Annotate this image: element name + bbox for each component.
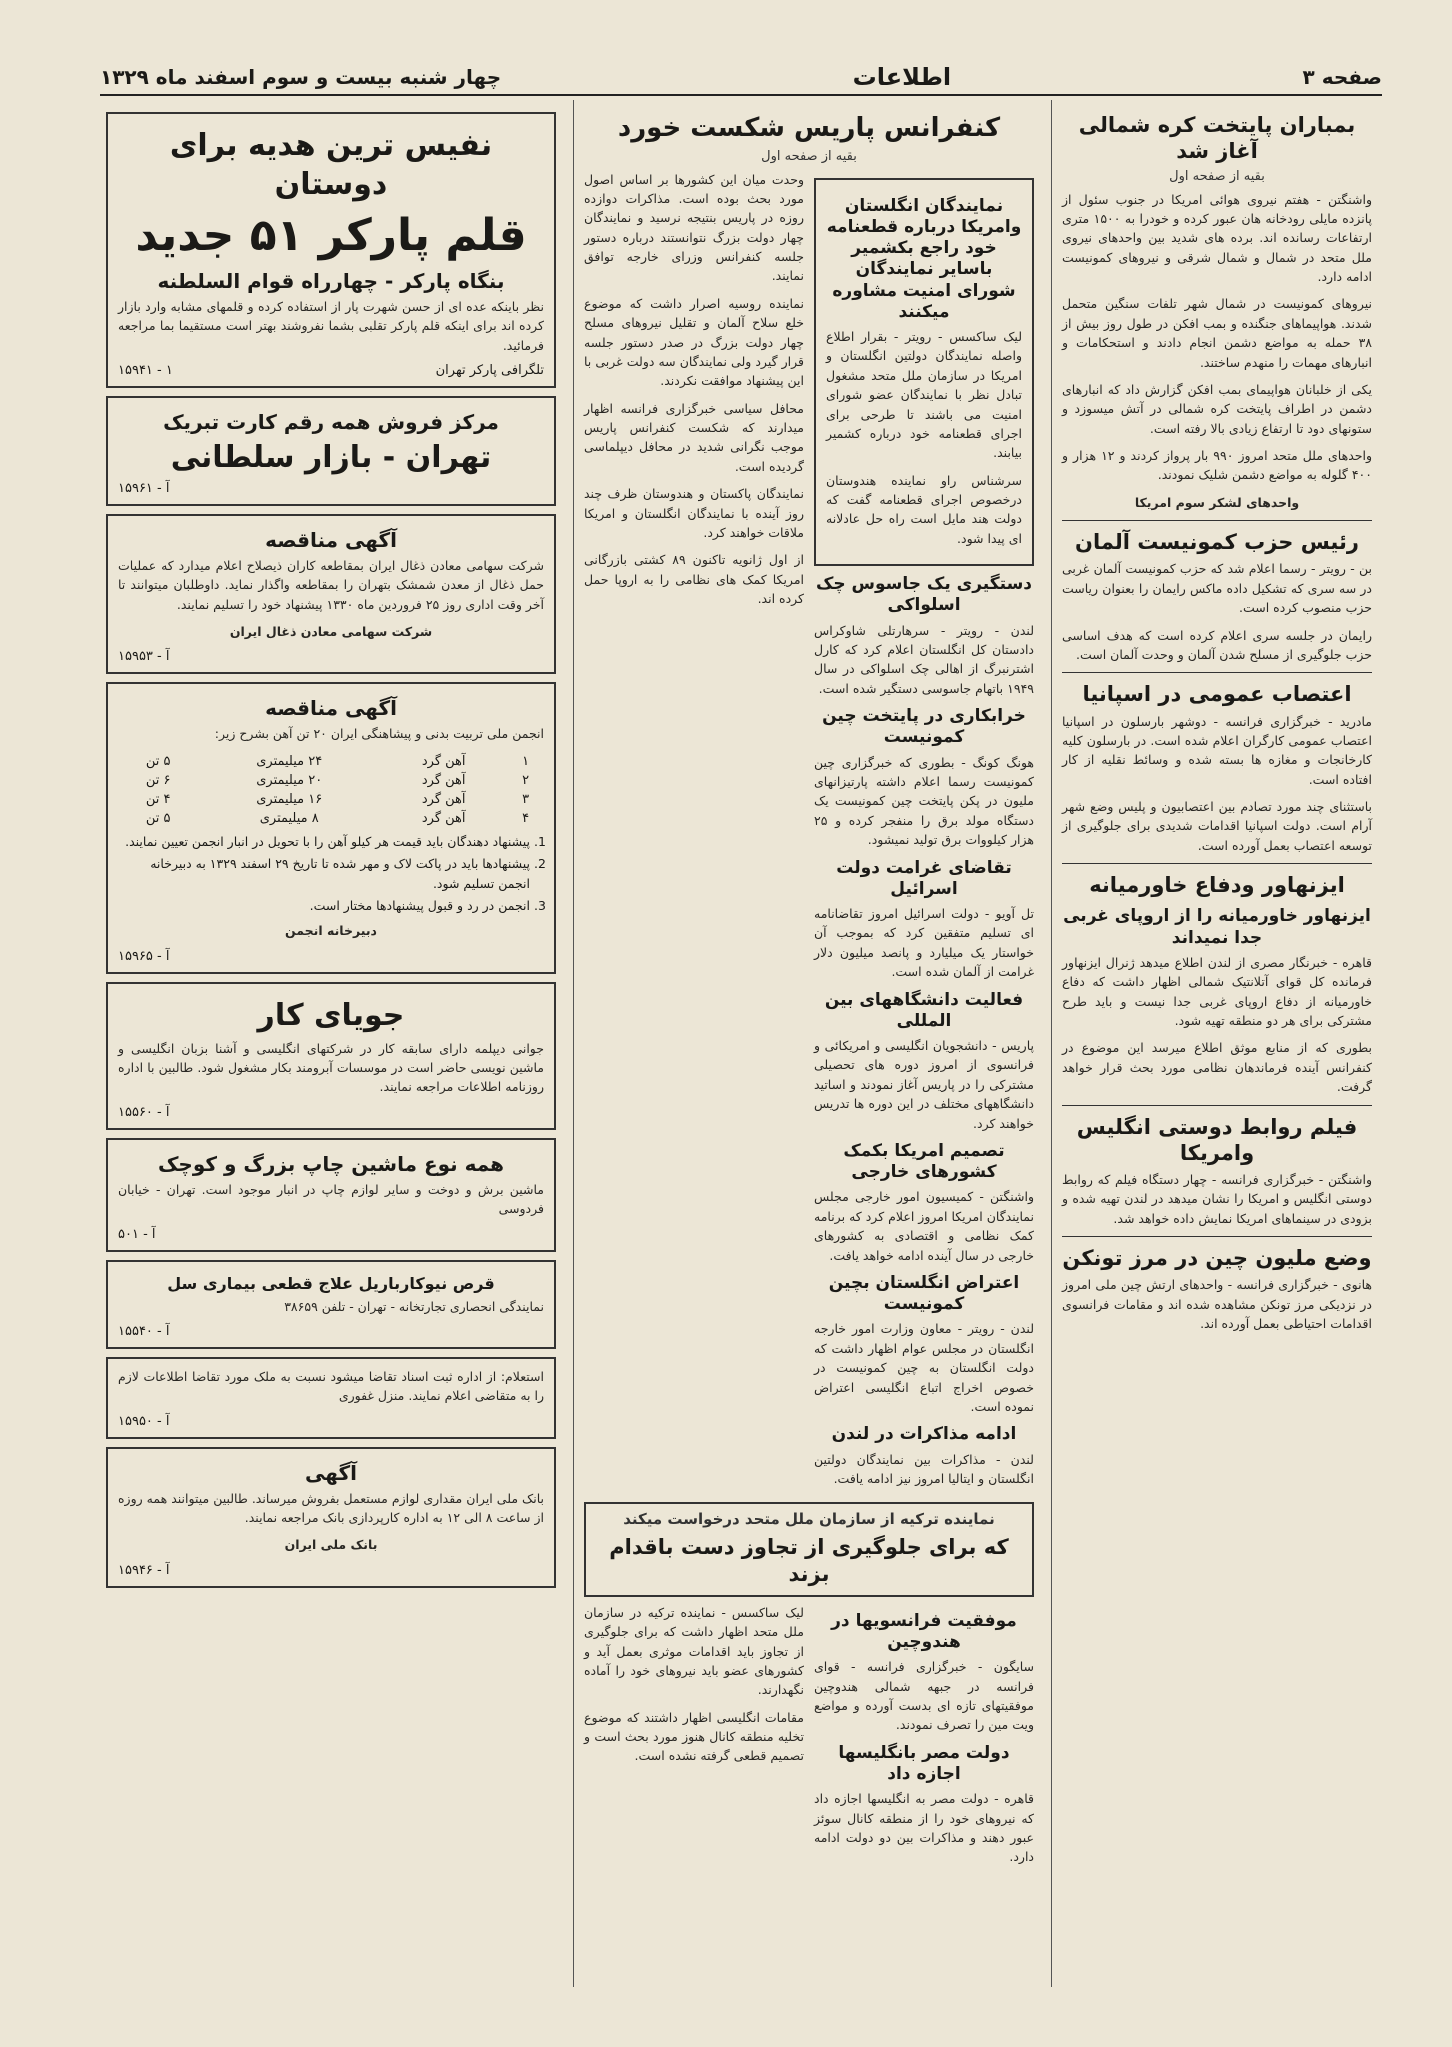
ad-tender-title: آگهی مناقصه — [265, 527, 397, 552]
table-cell: آهن گرد — [421, 791, 466, 807]
table-row — [118, 752, 544, 771]
table-cell: ۲۴ میلیمتری — [256, 753, 323, 769]
headline-korea-bombing: بمباران پایتخت کره شمالی آغاز شد — [1078, 113, 1356, 164]
divider — [1062, 672, 1372, 673]
article-text: هونگ کونگ - بطوری که خبرگزاری چین کمونیست رسما اعلام داشته پارتیزانهای ملیون در پکن پایتخت چین کمونیست یک دستگاه مولد برق را منفجر کرده و ۲۵ هزار کیلووات برق تولید نمیشود. — [814, 754, 1034, 848]
table-row — [118, 771, 544, 790]
article-text: نیروهای کمونیست در شمال شهر تلفات سنگین متحمل شدند. هواپیماهای جنگنده و بمب افکن در طول روز بیش از ۳۸ حمله به مواضع دشمن انجام دادند و استحکامات و انبارهای مهمات را منهدم ساختند. — [1062, 296, 1372, 370]
ad-ref — [118, 949, 544, 964]
ad-job-title: جویای کار — [257, 997, 405, 1033]
ad-ref-code: آ - ۱۵۹۶۵ — [118, 948, 170, 964]
ad-inquiry-text: استعلام: از اداره ثبت اسناد تقاضا میشود نسبت به ملک مورد تقاضا اطلاعات لازم را به متقاضی اعلام نمایند. منزل غفوری — [118, 1368, 544, 1404]
ad-ref — [118, 1324, 544, 1339]
article-text: لندن - رویتر - سرهارتلی شاوکراس دادستان کل انگلستان اعلام کرد که کارل اشترنبرگ از اهالی چک اسلواکی در سال ۱۹۴۹ باتهام جاسوسی دستگیر شده است. — [814, 622, 1034, 696]
table-cell: آهن گرد — [421, 772, 466, 788]
article-text: سرشناس راو نماینده هندوستان درخصوص اجرای قطعنامه گفت که دولت هند مایل است راه حل عادلانه ای پیدا شود. — [826, 472, 1022, 546]
job-seeker-ad — [106, 982, 556, 1130]
center-lower-left — [584, 1603, 804, 1875]
article-text: لندن - رویتر - معاون وزارت امور خارجه انگلستان در مجلس عوام اظهار داشت که دولت انگلستان به چین کمونیست در خصوص اخراج اتباع انگلیسی اعتراض نموده است. — [814, 1321, 1034, 1414]
banner-subtitle: نماینده ترکیه از سازمان ملل متحد درخواست میکند — [623, 1510, 995, 1529]
right-column — [1051, 100, 1382, 1987]
inquiry-ad — [106, 1357, 556, 1439]
ad-print-text: ماشین برش و دوخت و سایر لوازم چاپ در انبار موجود است. تهران - خیابان فردوسی — [118, 1181, 544, 1217]
table-cell: ۲۰ میلیمتری — [256, 772, 323, 788]
headline-china-sabotage: خرابکاری در پایتخت چین کمونیست — [822, 706, 1026, 748]
list-item: 3. انجمن در رد و قبول پیشنهادها مختار است. — [118, 896, 530, 915]
iron-tender-ad — [106, 682, 556, 973]
article-text: واشنگتن - هفتم نیروی هوائی امریکا در جنوب سئول از پانزده مایلی رودخانه هان عبور کرده و خودرا به ۱۵۰۰ متری ارتفاعات رسانده اند. برده های شدید بین واحدهای نیروی ملل متحد در شمال و شمال شرقی و نیروهای کمونیست ادامه دارد. — [1062, 191, 1372, 284]
article-text: مقامات انگلیسی اظهار داشتند که موضوع تخلیه منطقه کانال هنوز مورد بحث است و تصمیم قطعی گرفته نشده است. — [584, 1709, 804, 1764]
article-text: نمایندگان پاکستان و هندوستان ظرف چند روز آینده با نمایندگان انگلستان و امریکا ملاقات خواهند کرد. — [584, 486, 804, 540]
ad-ref-code: آ - ۱۵۹۵۰ — [118, 1413, 170, 1429]
ad-ref — [118, 1414, 544, 1429]
continued-note: بقیه از صفحه اول — [1169, 168, 1265, 184]
masthead — [100, 60, 1382, 96]
article-text: مادرید - خبرگزاری فرانسه - دوشهر بارسلون در اسپانیا اعتصاب عمومی کارگران اعلام شده است. در بارسلون کلیه کارخانجات و مغازه ها بسته شده و وسائط نقلیه از کار افتاده است. — [1062, 713, 1372, 787]
ad-ref — [118, 363, 544, 378]
headline-egypt: دولت مصر بانگلیسها اجازه داد — [838, 1742, 1010, 1784]
ad-ref-code: آ - ۱۵۵۴۰ — [118, 1323, 170, 1339]
headline-london-talks: ادامه مذاکرات در لندن — [831, 1424, 1017, 1445]
ad-ref-tel: تلگرافی پارکر تهران — [435, 362, 544, 378]
article-text: بطوری که از منابع موثق اطلاع میرسد این موضوع در کنفرانس آینده فرماندهان نظامی مورد بحث قرار خواهد گرفت. — [1062, 1040, 1372, 1095]
article-text: واشنگتن - خبرگزاری فرانسه - چهار دستگاه فیلم که روابط دوستی انگلیس و امریکا را نشان میدهد در لندن تهیه شده و بزودی در سینماهای امریکا نمایش داده خواهد شد. — [1062, 1172, 1372, 1226]
divider — [1062, 863, 1372, 864]
table-cell: ۵ تن — [145, 753, 171, 769]
coal-tender-ad — [106, 514, 556, 675]
article-text: از اول ژانویه تاکنون ۸۹ کشتی بازرگانی امریکا کمک های نظامی را به اروپا حمل کرده اند. — [584, 552, 804, 606]
ad-ref — [118, 1105, 544, 1120]
ad-med-text: نمایندگی انحصاری تجارتخانه - تهران - تلفن ۳۸۶۵۹ — [284, 1298, 544, 1314]
headline-us-aid: تصمیم امریکا بکمک کشورهای خارجی — [843, 1140, 1005, 1183]
kashmir-box — [814, 178, 1034, 567]
article-text: لیک ساکسس - نماینده ترکیه در سازمان ملل متحد اظهار داشت که برای جلوگیری از تجاوز باید اقدامات موثری بعمل آید و کشورهای عضو باید نیروهای خود را آماده نگهدارند. — [584, 1604, 804, 1698]
medicine-ad — [106, 1260, 556, 1349]
headline-kashmir: نمایندگان انگلستان وامریکا درباره قطعنامه خود راجع بکشمیر باسایر نمایندگان شورای امنیت مشاوره میکنند — [826, 195, 1022, 322]
ad-card-line1: مرکز فروش همه رقم کارت تبریک — [163, 409, 499, 434]
left-column-ads — [96, 100, 566, 1987]
article-text: واحدهای ملل متحد امروز ۹۹۰ بار پرواز کردند و ۱۲ هزار و ۴۰۰ گلوله به مواضع دشمن شلیک نمودند. — [1062, 448, 1372, 483]
table-row — [118, 809, 544, 828]
article-text: تل آویو - دولت اسرائیل امروز تقاضانامه ای تسلیم متفقین کرد که بموجب آن خواستار یک میلیارد و پانصد میلیون دلار غرامت از آلمان شده است. — [814, 906, 1034, 980]
ad-bank-text: بانک ملی ایران مقداری لوازم مستعمل بفروش میرساند. طالبین میتوانند همه روزه از ساعت ۸ الی ۱۲ به اداره کارپردازی بانک مراجعه نمایند. — [118, 1490, 544, 1526]
article-text: محافل سیاسی خبرگزاری فرانسه اظهار میدارند که شکست کنفرانس پاریس موجب نگرانی شدید در محافل دیپلماسی گردیده است. — [584, 400, 804, 474]
center-sub-left — [584, 170, 804, 1497]
ad-parker-line3: بنگاه پارکر - چهارراه قوام السلطنه — [157, 268, 505, 293]
center-sub-right — [814, 170, 1034, 1497]
headline-czech-spy: دستگیری یک جاسوس چک اسلواکی — [815, 574, 1033, 616]
article-text: سایگون - خبرگزاری فرانسه - قوای فرانسه در جبهه شمالی هندوچین موفقیتهای تازه ای بدست آورده و مواضع ویت مین را تصرف نمودند. — [814, 1659, 1034, 1733]
article-text: هانوی - خبرگزاری فرانسه - واحدهای ارتش چین ملی امروز در نزدیکی مرز تونکن مشاهده شده اند و مقامات فرانسوی اقدامات احتیاطی بعمل آورده اند. — [1062, 1277, 1372, 1332]
ad-iron-title: آگهی مناقصه — [265, 696, 397, 721]
table-cell: ۳ — [522, 791, 530, 807]
page-number: صفحه ۳ — [1302, 65, 1382, 89]
ad-ref — [118, 1227, 544, 1242]
issue-date: چهار شنبه بیست و سوم اسفند ماه ۱۳۲۹ — [100, 65, 502, 89]
ad-parker-line2: قلم پارکر ۵۱ جدید — [135, 210, 527, 261]
article-text: واشنگتن - کمیسیون امور خارجی مجلس نمایندگان امریکا امروز اعلام کرد که برنامه کمک نظامی و اقتصادی به کشورهای خارجی در سال آینده ادامه خواهد یافت. — [814, 1189, 1034, 1263]
continued-note: بقیه از صفحه اول — [761, 148, 857, 164]
table-row — [118, 790, 544, 809]
iron-table — [118, 752, 544, 828]
article-text: قاهره - خبرنگار مصری از لندن اطلاع میدهد ژنرال ایزنهاور فرمانده کل قوای آتلانتیک شمالی اظهار داشت که دفاع خاورمیانه از دفاع اروپای غربی جدا نیست و باید طرح مشترکی برای هر دو منطقه تهیه شود. — [1062, 954, 1372, 1028]
list-item: 1. پیشنهاد دهندگان باید قیمت هر کیلو آهن را با تحویل در انبار انجمن تعیین نمایند. — [118, 832, 530, 851]
table-cell: ۴ تن — [145, 791, 171, 807]
table-cell: ۲ — [522, 772, 530, 788]
parker-pen-ad — [106, 112, 556, 388]
ad-iron-intro: انجمن ملی تربیت بدنی و پیشاهنگی ایران ۲۰ تن آهن بشرح زیر: — [214, 726, 544, 742]
banner-title: که برای جلوگیری از تجاوز دست باقدام بزند — [609, 1535, 1009, 1586]
article-text: وحدت میان این کشورها بر اساس اصول مورد بحث بوده است. مذاکرات دوازده روزه در پاریس بنتیجه نرسید و نمایندگان چهار دولت بزرگ نتوانستند درباره دستور جلسه کنفرانس وزرای خارجه توافق نمایند. — [584, 171, 804, 284]
headline-german-communist: رئیس حزب کمونیست آلمان — [1075, 530, 1359, 555]
center-lower-right — [814, 1603, 1034, 1875]
turkey-banner — [584, 1502, 1034, 1597]
article-footer: واحدهای لشکر سوم امریکا — [1134, 494, 1300, 510]
ad-bank-title: آگهی — [305, 1460, 357, 1485]
ad-tender-sign: شرکت سهامی معادن ذغال ایران — [229, 624, 433, 640]
divider — [1062, 1236, 1372, 1237]
headline-uk-protest: اعتراض انگلستان بچین کمونیست — [828, 1272, 1020, 1315]
bank-ad — [106, 1447, 556, 1588]
ad-parker-line1: نفیس ترین هدیه برای دوستان — [169, 128, 493, 202]
ad-ref-code: ۱۵۹۴۱ - ۱ — [118, 362, 173, 378]
headline-indochina: موفقیت فرانسویها در هندوچین — [831, 1610, 1017, 1652]
article-text: بن - رویتر - رسما اعلام شد که حزب کمونیست آلمان غربی در سه سری که تشکیل داده ماکس رایمان را بعنوان ریاست حزب منصوب کرده است. — [1062, 561, 1372, 616]
divider — [1062, 520, 1372, 521]
article-text: قاهره - دولت مصر به انگلیسها اجازه داد که نیروهای خود را از منطقه کانال سوئز عبور دهند و مذاکرات بین دو دولت ادامه دارد. — [814, 1791, 1034, 1865]
ad-ref-code: آ - ۱۵۵۶۰ — [118, 1104, 170, 1120]
ad-tender-text: شرکت سهامی معادن ذغال ایران بمقاطعه کاران ذیصلاح اعلام میدارد که عملیات حمل ذغال از معدن شمشک بتهران را بمقاطعه واگذار نماید. داوطلبان میتوانند تا آخر وقت اداری روز ۲۵ فروردین ماه ۱۳۳۰ پیشنهاد خود را تسلیم نمایند. — [118, 557, 544, 612]
table-cell: ۱ — [522, 753, 530, 769]
ad-ref-code: آ - ۵۰۱ — [118, 1226, 156, 1242]
printing-machines-ad — [106, 1138, 556, 1252]
divider — [1062, 1105, 1372, 1106]
iron-conditions — [118, 832, 544, 916]
ad-ref — [118, 1563, 544, 1578]
headline-spain-strike: اعتصاب عمومی در اسپانیا — [1082, 682, 1352, 707]
article-text: لیک ساکسس - رویتر - بقرار اطلاع واصله نمایندگان دولتین انگلستان و امریکا در سازمان ملل متحد مشغول تبادل نظر با نمایندگان عضو شورای امنیت می باشند تا طرحی برای اجرای قطعنامه خود درباره کشمیر بیابند. — [826, 329, 1022, 461]
ad-print-title: همه نوع ماشین چاپ بزرگ و کوچک — [157, 1151, 505, 1176]
table-cell: ۴ — [522, 810, 530, 826]
ad-ref-code: آ - ۱۵۹۶۱ — [118, 480, 170, 496]
ad-ref — [118, 481, 544, 496]
article-text: پاریس - دانشجویان انگلیسی و امریکائی و فرانسوی از امروز دوره های تحصیلی مشترکی را در پاریس آغاز نمودند و اساتید دانشگاههای مختلف در این دوره ها تدریس خواهند کرد. — [814, 1038, 1034, 1131]
ad-card-line2: تهران - بازار سلطانی — [170, 439, 492, 475]
subheadline-eisenhower: ایزنهاور خاورمیانه را از اروپای غربی جدا نمیداند — [1063, 906, 1371, 948]
ad-ref-code: آ - ۱۵۹۵۳ — [118, 649, 170, 665]
center-split — [584, 170, 1034, 1497]
center-lower-split — [584, 1603, 1034, 1875]
table-cell: آهن گرد — [421, 810, 466, 826]
ad-bank-sign: بانک ملی ایران — [284, 1537, 378, 1553]
ad-parker-text: نظر باینکه عده ای از حسن شهرت پار از استفاده کرده و قلمهای مشابه وارد بازار کرده اند برای اینکه قلم پارکر تقلبی بشما نفروشند بهتر است مستقیما بما مراجعه فرمائید. — [118, 298, 544, 353]
headline-tonkin: وضع ملیون چین در مرز تونکن — [1062, 1246, 1372, 1271]
center-column — [573, 100, 1044, 1987]
newspaper-name: اطلاعات — [852, 63, 952, 91]
ad-med-title: قرص نیوکارباریل علاج قطعی بیماری سل — [167, 1273, 495, 1293]
table-cell: ۵ تن — [145, 810, 171, 826]
ad-job-text: جوانی دیپلمه دارای سابقه کار در شرکتهای انگلیسی و آشنا بزبان انگلیسی و ماشین نویسی حاضر است در موسسات آبرومند بکار مشغول شود. طالبین با اداره روزنامه اطلاعات مراجعه نمایند. — [118, 1040, 544, 1095]
article-text: باستثنای چند مورد تصادم بین اعتصابیون و پلیس وضع شهر آرام است. دولت اسپانیا اقدامات شدیدی برای جلوگیری از توسعه اعتصاب بعمل آورده است. — [1062, 799, 1372, 853]
list-item: 2. پیشنهادها باید در پاکت لاک و مهر شده تا تاریخ ۲۹ اسفند ۱۳۲۹ به دبیرخانه انجمن تسلیم شود. — [118, 854, 530, 893]
article-text: لندن - مذاکرات بین نمایندگان دولتین انگلستان و ایتالیا امروز نیز ادامه یافت. — [814, 1451, 1034, 1486]
greeting-card-ad — [106, 396, 556, 506]
headline-universities: فعالیت دانشگاههای بین المللی — [824, 989, 1024, 1031]
headline-eisenhower: ایزنهاور ودفاع خاورمیانه — [1089, 873, 1345, 898]
headline-film: فیلم روابط دوستی انگلیس وامریکا — [1076, 1114, 1358, 1165]
table-cell: ۶ تن — [145, 772, 171, 788]
table-cell: آهن گرد — [421, 753, 466, 769]
ad-ref-code: آ - ۱۵۹۴۶ — [118, 1562, 170, 1578]
article-text: یکی از خلبانان هواپیمای بمب افکن گزارش داد که انبارهای دشمن در اطراف پایتخت کره شمالی در آتش میسوزد و ستونهای دود تا ارتفاع زیادی بالا رفته است. — [1062, 381, 1372, 436]
headline-israel: تقاضای غرامت دولت اسرائیل — [836, 857, 1012, 899]
article-text: رایمان در جلسه سری اعلام کرده است که هدف اساسی حزب جلوگیری از مسلح شدن آلمان و وحدت آلمان است. — [1062, 627, 1372, 662]
ad-ref — [118, 649, 544, 664]
table-cell: ۸ میلیمتری — [259, 810, 319, 826]
ad-iron-sign: دبیرخانه انجمن — [285, 923, 377, 939]
table-cell: ۱۶ میلیمتری — [256, 791, 323, 807]
article-text: نماینده روسیه اصرار داشت که موضوع خلع سلاح آلمان و تقلیل نیروهای مسلح چهار دولت بزرگ در صدر دستور جلسه قرار گیرد ولی نمایندگان سه دولت غربی با این پیشنهاد موافقت نکردند. — [584, 295, 804, 389]
headline-paris-conference: کنفرانس پاریس شکست خورد — [617, 113, 1001, 143]
